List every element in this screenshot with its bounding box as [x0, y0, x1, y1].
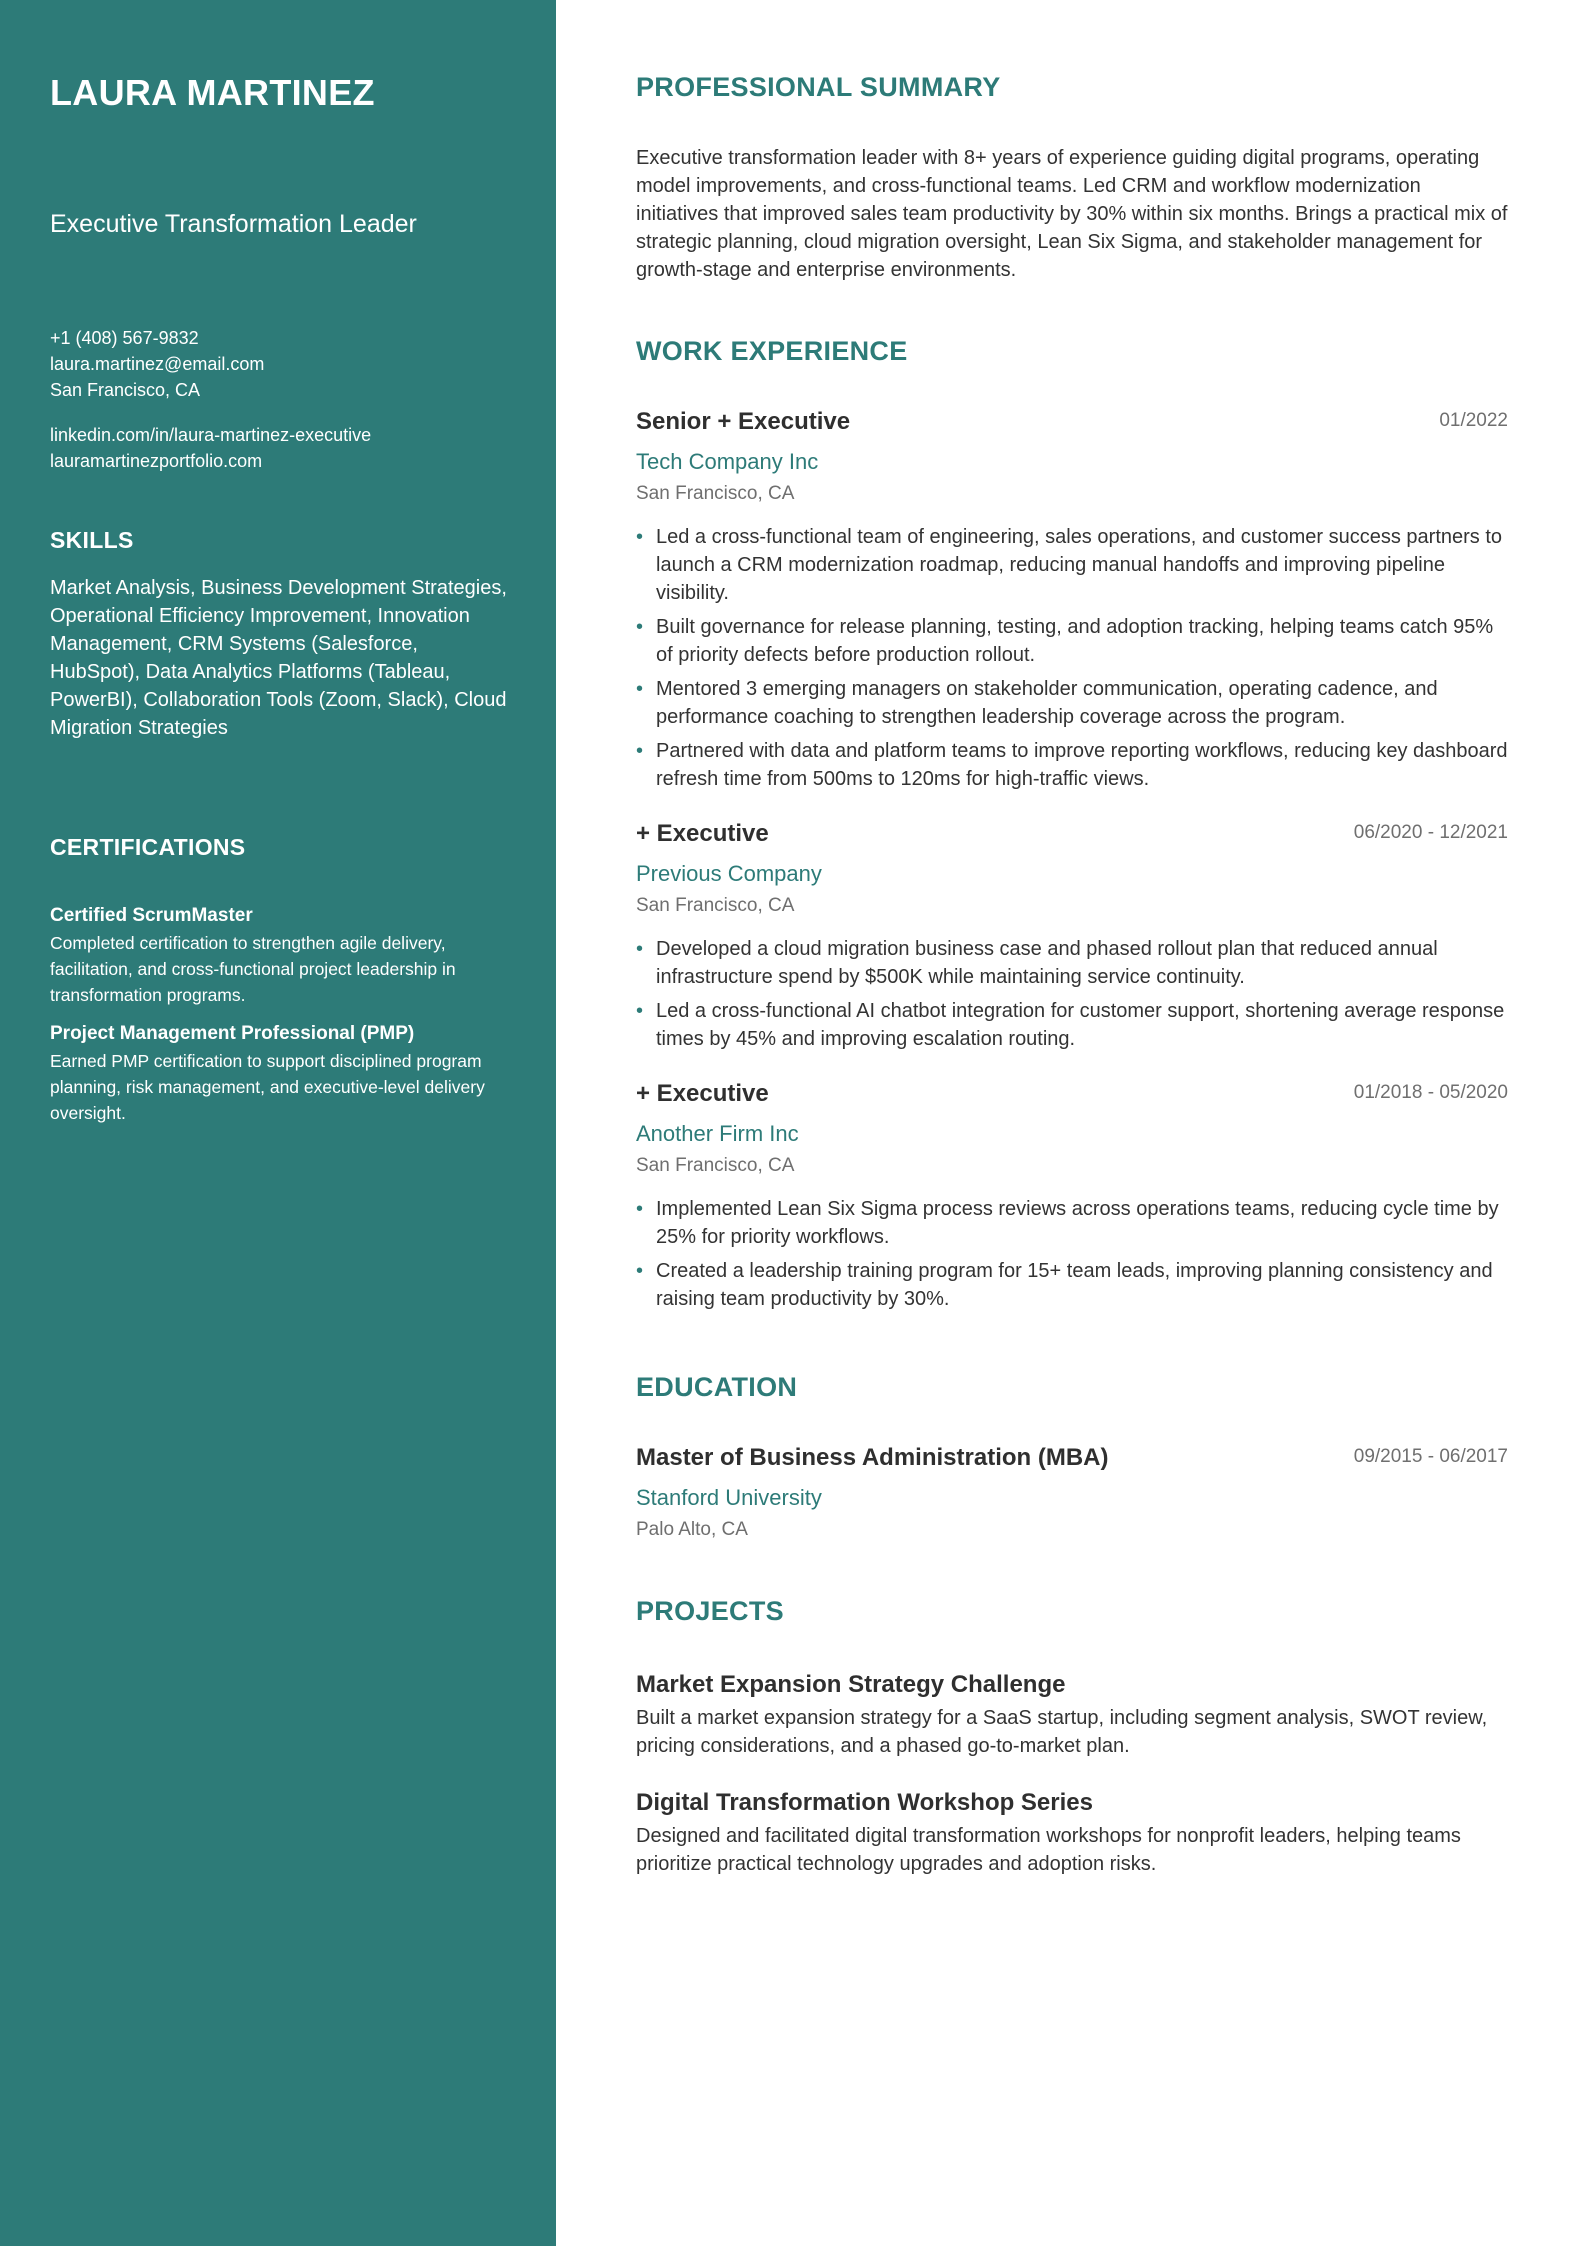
phone-number: +1 (408) 567-9832 [50, 328, 199, 348]
job-entry [636, 820, 1508, 1059]
job-entry [636, 408, 1508, 799]
job-title: + Executive [636, 820, 769, 847]
job-bullet [636, 613, 1508, 669]
summary-text: Executive transformation leader with 8+ years of experience guiding digital programs, operating model improvements, and cross-functional teams. Led CRM and workflow modernization initiatives that improved sales team productivity by 30% within six months. Brings a practical mix of strategic planning, cloud migration oversight, Lean Six Sigma, and stakeholder management for growth-stage and enterprise environments. [636, 147, 1508, 281]
job-location: San Francisco, CA [636, 483, 795, 504]
bullet-dot-icon: • [636, 1260, 644, 1282]
certifications-list [50, 902, 510, 1138]
bullet-text: Developed a cloud migration business case and phased rollout plan that reduced annual infrastructure spend by $500K while maintaining service continuity. [656, 938, 1438, 988]
project-description: Built a market expansion strategy for a SaaS startup, including segment analysis, SWOT review, pricing considerations, and a phased go-to-market plan. [636, 1707, 1488, 1757]
project-item [636, 1786, 1508, 1878]
bullet-text: Partnered with data and platform teams to improve reporting workflows, reducing key dashboard refresh time from 500ms to 120ms for high-traffic views. [656, 740, 1508, 790]
job-entry [636, 1080, 1508, 1319]
job-bullet [636, 935, 1508, 991]
bullet-dot-icon: • [636, 678, 644, 700]
bullet-text: Mentored 3 emerging managers on stakeholder communication, operating cadence, and performance coaching to strengthen leadership coverage across the program. [656, 678, 1438, 728]
job-bullets [636, 1195, 1508, 1313]
job-bullet [636, 523, 1508, 607]
job-dates: 06/2020 - 12/2021 [1353, 822, 1508, 843]
job-company: Another Firm Inc [636, 1121, 799, 1146]
job-company: Tech Company Inc [636, 449, 819, 474]
job-location: San Francisco, CA [636, 1155, 795, 1176]
contact-info [50, 325, 264, 403]
job-bullet [636, 675, 1508, 731]
job-bullet [636, 1195, 1508, 1251]
job-title: + Executive [636, 1080, 769, 1107]
summary-heading: PROFESSIONAL SUMMARY [636, 72, 1001, 102]
portfolio-link: lauramartinezportfolio.com [50, 451, 263, 471]
bullet-text: Built governance for release planning, testing, and adoption tracking, helping teams catch 95% of priority defects before production rollout. [656, 616, 1494, 666]
candidate-title: Executive Transformation Leader [50, 210, 417, 238]
profile-links [50, 422, 371, 474]
job-company: Previous Company [636, 861, 822, 886]
contact-location: San Francisco, CA [50, 380, 201, 400]
bullet-text: Implemented Lean Six Sigma process reviews across operations teams, reducing cycle time by 25% for priority workflows. [656, 1198, 1499, 1248]
bullet-dot-icon: • [636, 526, 644, 548]
job-dates: 01/2018 - 05/2020 [1353, 1082, 1508, 1103]
bullet-dot-icon: • [636, 1198, 644, 1220]
bullet-dot-icon: • [636, 740, 644, 762]
certification-item [50, 902, 510, 1008]
bullet-text: Led a cross-functional team of engineering, sales operations, and customer success partners to launch a CRM modernization roadmap, reducing manual handoffs and improving pipeline visibility. [656, 526, 1503, 604]
education-dates: 09/2015 - 06/2017 [1353, 1446, 1508, 1467]
certification-name: Certified ScrumMaster [50, 905, 253, 926]
candidate-name: LAURA MARTINEZ [50, 72, 375, 113]
projects-heading: PROJECTS [636, 1596, 784, 1626]
education-heading: EDUCATION [636, 1372, 798, 1402]
email-address: laura.martinez@email.com [50, 354, 265, 374]
certification-description: Completed certification to strengthen agile delivery, facilitation, and cross-functional project leadership in transformation programs. [50, 933, 456, 1005]
job-bullet [636, 1257, 1508, 1313]
bullet-text: Led a cross-functional AI chatbot integration for customer support, shortening average response times by 45% and improving escalation routing. [656, 1000, 1505, 1050]
school-name: Stanford University [636, 1485, 822, 1510]
sidebar [0, 0, 556, 2246]
linkedin-link: linkedin.com/in/laura-martinez-executive [50, 425, 372, 445]
certification-item [50, 1020, 510, 1126]
job-bullet [636, 737, 1508, 793]
certification-description: Earned PMP certification to support disciplined program planning, risk management, and executive-level delivery oversight. [50, 1051, 485, 1123]
bullet-dot-icon: • [636, 616, 644, 638]
job-bullets [636, 523, 1508, 793]
skills-list: Market Analysis, Business Development Strategies, Operational Efficiency Improvement, Innovation Management, CRM Systems (Salesforce, HubSpot), Data Analytics Platforms (Tableau, PowerBI), Collaboration Tools (Zoom, Slack), Cloud Migration Strategies [50, 577, 507, 739]
education-entry [636, 1444, 1508, 1545]
job-bullet [636, 997, 1508, 1053]
bullet-dot-icon: • [636, 1000, 644, 1022]
experience-heading: WORK EXPERIENCE [636, 336, 908, 366]
job-bullets [636, 935, 1508, 1053]
project-title: Market Expansion Strategy Challenge [636, 1671, 1066, 1698]
project-description: Designed and facilitated digital transformation workshops for nonprofit leaders, helping teams prioritize practical technology upgrades and adoption risks. [636, 1825, 1461, 1875]
project-item [636, 1668, 1508, 1760]
bullet-text: Created a leadership training program for 15+ team leads, improving planning consistency and raising team productivity by 30%. [656, 1260, 1493, 1310]
certification-name: Project Management Professional (PMP) [50, 1023, 415, 1044]
degree-name: Master of Business Administration (MBA) [636, 1444, 1109, 1471]
project-title: Digital Transformation Workshop Series [636, 1789, 1093, 1816]
job-location: San Francisco, CA [636, 895, 795, 916]
job-title: Senior + Executive [636, 408, 851, 435]
job-dates: 01/2022 [1439, 410, 1508, 431]
certifications-heading: CERTIFICATIONS [50, 834, 246, 860]
skills-heading: SKILLS [50, 527, 134, 553]
bullet-dot-icon: • [636, 938, 644, 960]
school-location: Palo Alto, CA [636, 1519, 748, 1540]
